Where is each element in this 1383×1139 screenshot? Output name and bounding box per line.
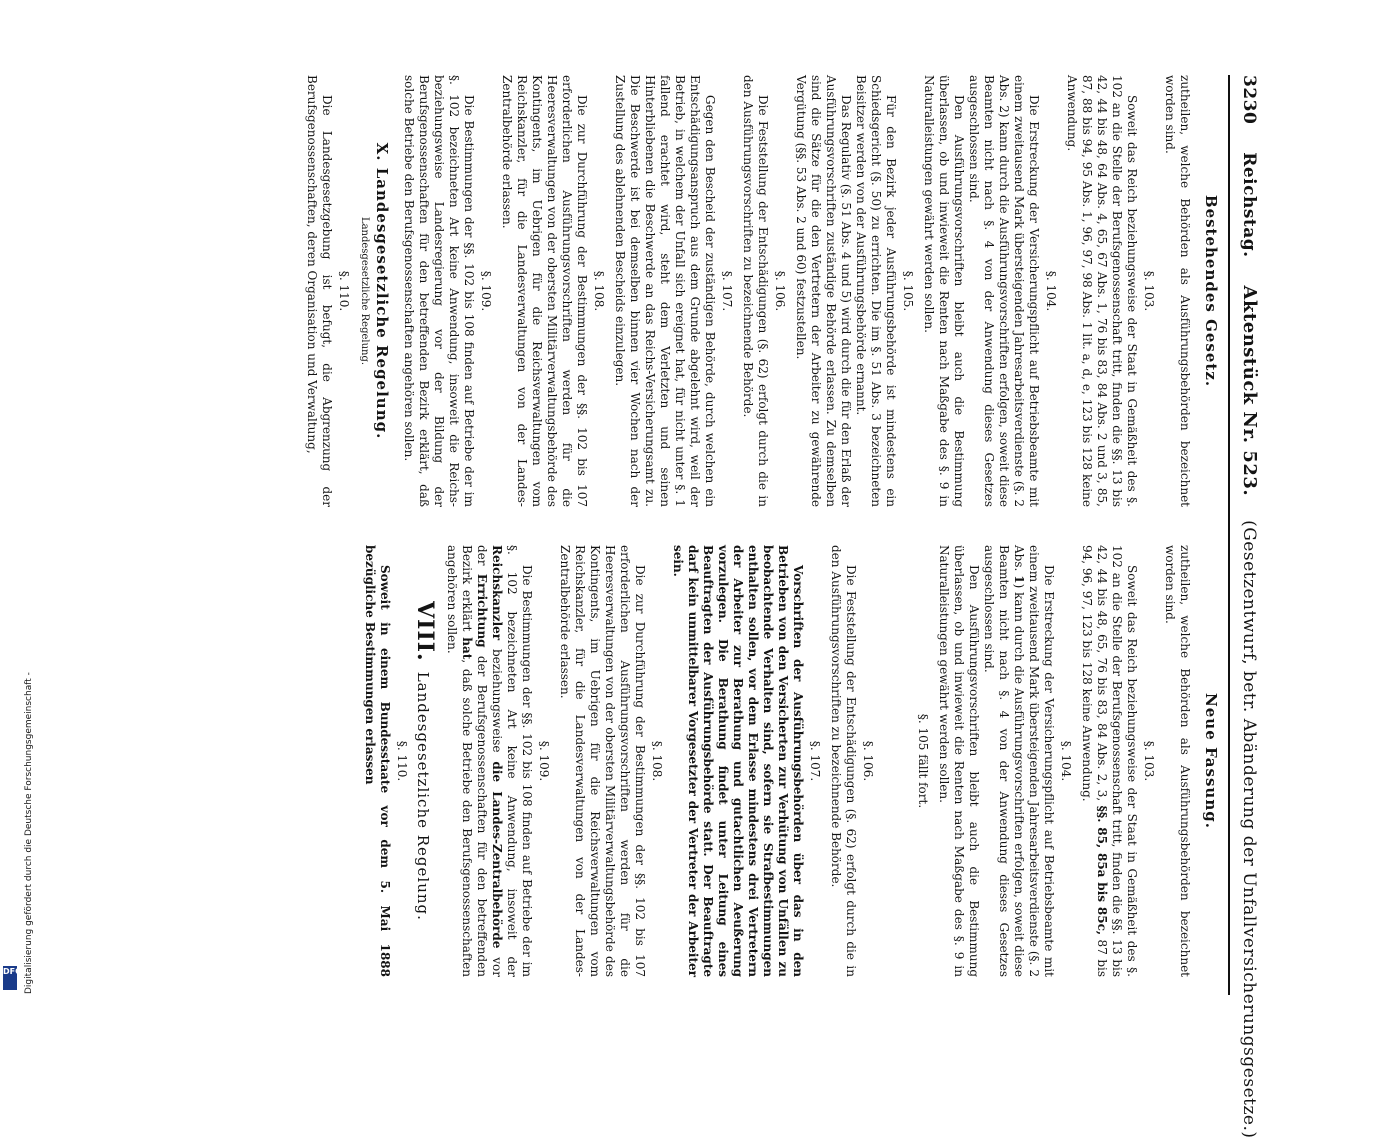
text-run: vor der bbox=[475, 545, 504, 977]
section-text: Soweit das Reich beziehungsweise der Staat in Gemäßheit des §. 102 an die Stelle der Berufsgenossenschaft tritt, finden die §§. 13 bis 42, 44 bis 48, 64 Abs. 4, 65, 67 Abs. 1, 76 bis 83, 84 Abs. 2 und 3, 85, 87, 88 bis 94, 95 Abs. 1, 96, 97, 98 Abs. 1 lit. a, d, e, 123 bis 128 keine Anwendung. bbox=[1065, 75, 1139, 507]
amended-text: §§. 85, 85a bis 85c, bbox=[1095, 805, 1109, 936]
publication-title: Reichstag. bbox=[1239, 152, 1259, 258]
column-heading-existing: Bestehendes Gesetz. bbox=[1202, 194, 1220, 388]
rotated-page bbox=[80, 75, 1260, 1139]
section-heading: §. 109. bbox=[479, 270, 493, 312]
dfg-logo: DFG bbox=[3, 966, 17, 990]
column-heading-new: Neue Fassung. bbox=[1202, 693, 1220, 829]
section-note: §. 105 fällt fort. bbox=[916, 713, 930, 809]
text-run: beziehungsweise bbox=[490, 640, 504, 762]
amended-text: die Landes-Zentralbehörde bbox=[490, 761, 504, 949]
section-text: Die zur Durchführung der Bestimmungen der §§. 102 bis 107 erforderlichen Ausführungsvorschriften werden für die Heeresverwaltungen von der obersten Militärverwaltungsbehörde des Kontingents, im Uebrigen für die Reichsverwaltungen vom Reichskanzler, für die Landesverwaltungen von der Landes-Zentralbehörde erlassen. bbox=[558, 545, 647, 977]
header-subtitle: (Gesetzentwurf, betr. Abänderung der Unfallversicherungsgesetze.) bbox=[1239, 520, 1259, 1139]
text-run: 87 bis 94, 96, 97, 123 bis 128 keine Anwendung. bbox=[1080, 545, 1109, 977]
column-existing-law bbox=[304, 75, 1220, 507]
section-heading: §. 105. bbox=[901, 270, 915, 312]
section-heading: §. 103. bbox=[1142, 270, 1156, 312]
text-run: der Berufsgenossenschaften für den betreffenden Bezirk erklärt bbox=[460, 545, 489, 977]
text-run: Die Bestimmungen der §§. 102 bis 108 finden auf Betriebe der im §. 102 bezeichneten Art keine Anwendung, insoweit der bbox=[505, 545, 534, 977]
intro-text: zutheilen, welche Behörden als Ausführungsbehörden bezeichnet worden sind. bbox=[1163, 545, 1192, 977]
amended-text: 1 bbox=[1012, 575, 1026, 584]
section-text: Für den Bezirk jeder Ausführungsbehörde ist mindestens ein Schiedsgericht (§. 50) zu errichten. Die im §. 51 Abs. 3 bezeichneten Beisitzer werden von der Ausführungsbehörde ernannt. bbox=[854, 75, 898, 507]
chapter-heading: X. Landesgesetzliche Regelung. bbox=[373, 142, 391, 440]
section-text: Die zur Durchführung der Bestimmungen der §§. 102 bis 107 erforderlichen Ausführungsvorschriften werden für die Heeresverwaltungen von der obersten Militärverwaltungsbehörde des Kontingents, im Uebrigen für die Reichsverwaltungen vom Reichskanzler, für die Landesverwaltungen von der Landes-Zentralbehörde erlassen. bbox=[500, 75, 589, 507]
section-heading: §. 109. bbox=[537, 740, 551, 782]
section-heading: §. 107. bbox=[720, 270, 734, 312]
section-text bbox=[1079, 545, 1139, 977]
section-heading: §. 106. bbox=[861, 740, 875, 782]
header-rule bbox=[1228, 75, 1230, 995]
amended-section-text: Soweit in einem Bundesstaate vor dem 5. Mai 1888 bezügliche Bestimmungen erlassen bbox=[363, 545, 392, 977]
amended-section-text: Vorschriften der Ausführungsbehörden über das in den Betrieben von den Versicherten zur Verhütung von Unfällen zu beobachtende Verhalten sind, sofern sie Strafbestimmungen enthalten sollen, vor dem Erlasse mindestens drei Vertretern der Arbeiter zur Berathung und gutachtlichen Aeußerung vorzulegen. Die Berathung findet unter Leitung eines Beauftragten der Ausführungsbehörde statt. Der Beauftragte darf kein unmittelbarer Vorgesetzter der Vertreter der Arbeiter sein. bbox=[671, 545, 805, 977]
column-new-version bbox=[362, 545, 1220, 977]
section-heading: §. 106. bbox=[773, 270, 787, 312]
section-text: Die Landesgesetzgebung ist befugt, die Abgrenzung der Berufsgenossenschaften, deren Organisation und Verwaltung, bbox=[305, 75, 334, 507]
section-heading: §. 110. bbox=[395, 740, 409, 782]
section-text: Die Bestimmungen der §§. 102 bis 108 finden auf Betriebe der im §. 102 bezeichneten Art keine Anwendung, insoweit die Reichs- beziehungsweise Landesregierung vor der Bildung der Berufsgenossenschaften für den betreffenden Bezirk erklärt, daß solche Betriebe den Berufsgenossenschaften angehören sollen. bbox=[402, 75, 476, 507]
section-text: Die Feststellung der Entschädigungen (§. 62) erfolgt durch die in den Ausführungsvorschriften zu bezeichnende Behörde. bbox=[829, 545, 858, 977]
section-heading: §. 110. bbox=[337, 270, 351, 312]
act-number: Aktenstück Nr. 523. bbox=[1239, 285, 1260, 497]
section-text bbox=[981, 545, 1056, 977]
section-text: Die Feststellung der Entschädigungen (§. 62) erfolgt durch die in den Ausführungsvorschriften zu bezeichnende Behörde. bbox=[741, 75, 770, 507]
chapter-heading bbox=[412, 545, 438, 977]
section-text: Das Regulativ (§. 51 Abs. 4 und 5) wird durch die für den Erlaß der Ausführungsvorschriften zuständige Behörde erlassen. Zu demselben sind die Sätze für die den Vertretern der Arbeiter zu gewährende Vergütung (§§. 53 Abs. 2 und 60) festzustellen. bbox=[794, 75, 853, 507]
text-run: Die Erstreckung der Versicherungspflicht auf Betriebsbeamte mit einem zweitausend Mark übersteigenden Jahresarbeitsverdienste (§. 2 Abs. bbox=[1012, 545, 1056, 977]
amended-text: Errichtung bbox=[475, 573, 489, 648]
section-heading: §. 108. bbox=[592, 270, 606, 312]
section-text bbox=[444, 545, 534, 977]
section-text: Gegen den Bescheid der zuständigen Behörde, durch welchen ein Entschädigungsanspruch aus dem Grunde abgelehnt wird, weil der Betrieb, in welchem der Unfall sich ereignet hat, für nicht unter §. 1 fallend erachtet wird, steht dem Verletzten und seinen Hinterbliebenen die Beschwerde an das Reichs-Versicherungsamt zu. Die Beschwerde ist bei demselben binnen vier Wochen nach der Zustellung des ablehnenden Bescheids einzulegen. bbox=[613, 75, 717, 507]
page-header bbox=[1234, 75, 1260, 1139]
section-heading: §. 104. bbox=[1044, 270, 1058, 312]
intro-text: zutheilen, welche Behörden als Ausführungsbehörden bezeichnet worden sind. bbox=[1163, 75, 1192, 507]
digitization-footer bbox=[0, 0, 34, 1000]
text-run: Soweit das Reich beziehungsweise der Staat in Gemäßheit des §. 102 an die Stelle der Berufsgenossenschaft tritt, finden die §§. 13 bis 42, 44 bis 48, 65, 76 bis 83, 84 Abs. 2, 3, bbox=[1095, 545, 1139, 977]
section-heading: §. 103. bbox=[1142, 740, 1156, 782]
section-heading: §. 107. bbox=[808, 740, 822, 782]
chapter-marginal-note: Landesgesetzliche Regelung. bbox=[359, 216, 370, 366]
amended-text: hat bbox=[460, 637, 474, 660]
text-run: ) kann durch die Ausführungsvorschriften erfolgen, soweit diese Beamten nicht nach §. 4 von der Anwendung dieses Gesetzes ausgeschlossen sind. bbox=[982, 545, 1026, 977]
chapter-number: VIII. bbox=[412, 601, 438, 662]
section-text: Den Ausführungsvorschriften bleibt auch die Bestimmung überlassen, ob und inwieweit die Renten nach Maßgabe des §. 9 in Naturalleistungen gewährt werden sollen. bbox=[937, 545, 981, 977]
funding-credit: Digitalisierung gefördert durch die Deutsche Forschungsgemeinschaft - bbox=[24, 672, 34, 994]
text-run: , daß solche Betriebe den Berufsgenossenschaften angehören sollen. bbox=[445, 545, 474, 977]
section-text: Die Erstreckung der Versicherungspflicht auf Betriebsbeamte mit einem zweitausend Mark übersteigenden Jahresarbeitsverdienste (§. 2 Abs. 2) kann durch die Ausführungsvorschriften erfolgen, soweit diese Beamten nicht nach §. 4 von der Anwendung dieses Gesetzes ausgeschlossen sind. bbox=[967, 75, 1041, 507]
section-heading: §. 108. bbox=[650, 740, 664, 782]
section-text: Den Ausführungsvorschriften bleibt auch die Bestimmung überlassen, ob und inwieweit die Renten nach Maßgabe des §. 9 in Naturalleistungen gewährt werden sollen. bbox=[922, 75, 966, 507]
section-heading: §. 104. bbox=[1059, 740, 1073, 782]
chapter-title: Landesgesetzliche Regelung. bbox=[414, 671, 432, 921]
page-number: 3230 bbox=[1239, 75, 1259, 125]
amended-text: Reichskanzler bbox=[490, 545, 504, 641]
